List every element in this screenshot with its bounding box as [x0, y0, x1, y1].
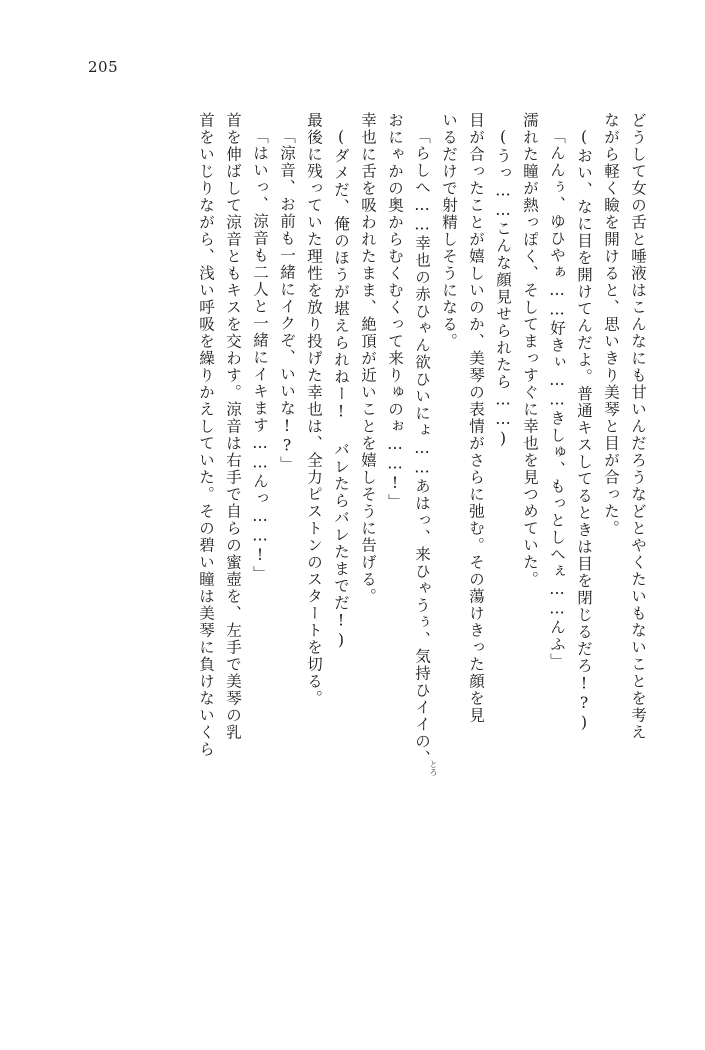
- text-column: 「はいっ、涼音も二人と一緒にイキます……んっ……!」: [251, 128, 269, 583]
- text-column: おにゃかの奥からむくむくって来りゅのぉ……!」: [386, 112, 404, 511]
- text-column: 首をいじりながら、浅い呼吸を繰りかえしていた。その碧い瞳は美琴に負けないくら: [197, 112, 215, 758]
- text-column: ながら軽く瞼を開けると、思いきり美琴と目が合った。: [602, 112, 620, 537]
- text-column: いるだけで射精しそうになる。: [440, 112, 458, 350]
- text-column: (ダメだ、俺のほうが堪えられねー! バレたらバレたまでだ!): [332, 128, 350, 651]
- text-column: どうして女の舌と唾液はこんなにも甘いんだろうなどとやくたいもないことを考え: [629, 112, 647, 741]
- text-column: 濡れた瞳が熱っぽく、そしてまっすぐに幸也を見つめていた。: [521, 112, 539, 588]
- text-column: 「涼音、お前も一緒にイクぞ、いいな!?」: [278, 128, 296, 473]
- text-column: 首を伸ばして涼音ともキスを交わす。涼音は右手で自らの蜜壺を、左手で美琴の乳: [224, 112, 242, 741]
- text-column: 目が合ったことが嬉しいのか、美琴の表情がさらに弛む。その蕩けきった顔を見: [467, 112, 485, 724]
- text-column: 「んんぅ、ゆひやぁ……好きぃ……きしゅ、もっとしへぇ……んふ」: [548, 128, 566, 670]
- page-number: 205: [88, 58, 119, 76]
- ruby-gloss-toro: とろ: [429, 760, 438, 776]
- text-column: (うっ……こんな顔見せられたら……): [494, 128, 512, 449]
- text-column: 最後に残っていた理性を放り投げた幸也は、全力ピストンのスタートを切る。: [305, 112, 323, 707]
- vertical-text-body: [60, 112, 645, 982]
- text-column: 幸也に舌を吸われたまま、絶頂が近いことを嬉しそうに告げる。: [359, 112, 377, 605]
- text-column: 「らしへ……幸也の赤ひゃん欲ひいにょ……あはっ、来ひゃうぅ、気持ひイイの、: [413, 128, 431, 767]
- text-column: (おい、なに目を開けてんだよ。普通キスしてるときは目を閉じるだろ!?): [575, 128, 593, 733]
